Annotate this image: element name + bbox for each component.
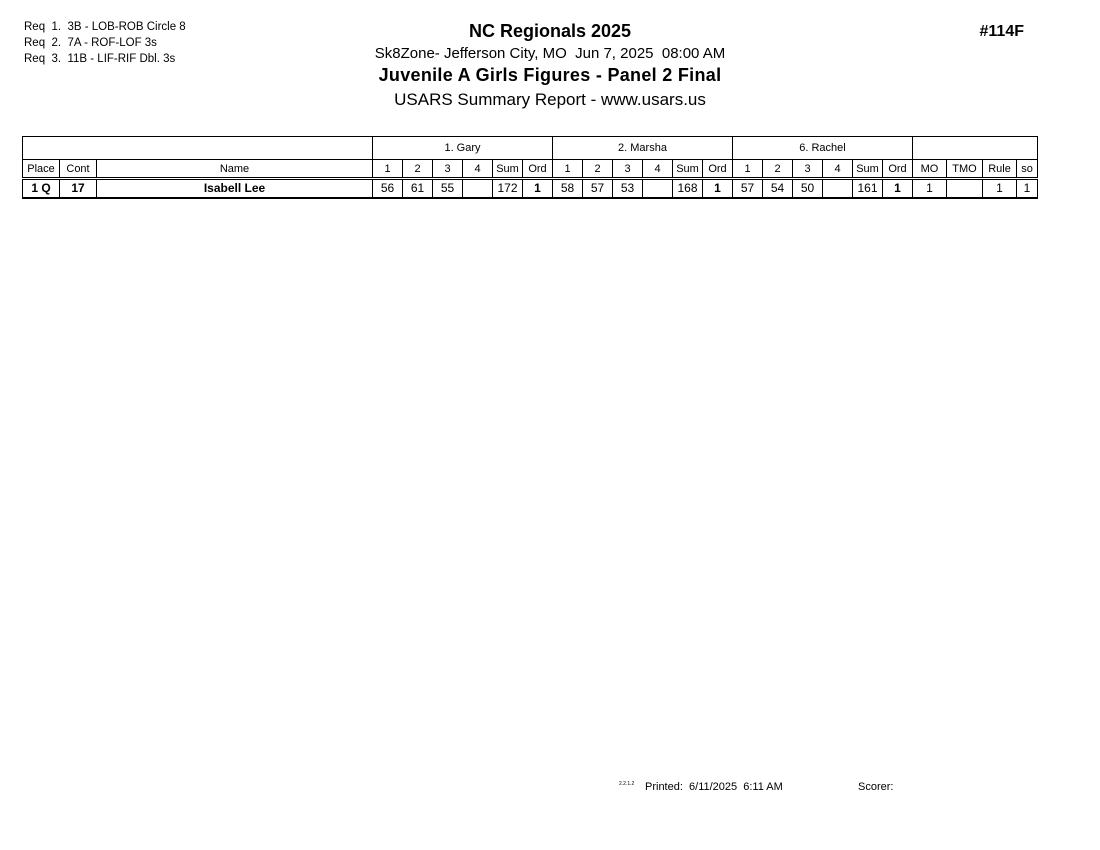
event-title: Juvenile A Girls Figures - Panel 2 Final [378, 65, 722, 85]
printed-timestamp: Printed: 6/11/2025 6:11 AM [645, 781, 783, 793]
judge-3-score-4 [823, 179, 853, 198]
results-table [22, 136, 1038, 199]
judge-1-col-3-header: 3 [433, 160, 463, 179]
judge-1-ord: 1 [523, 179, 553, 198]
judge-3-score-2: 54 [763, 179, 793, 198]
judge-1-ord-header: Ord [523, 160, 553, 179]
judge-2-sum: 168 [673, 179, 703, 198]
judge-3-col-1-header: 1 [733, 160, 763, 179]
report-subtitle: USARS Summary Report - www.usars.us [394, 90, 706, 109]
rule-cell: 1 [983, 179, 1017, 198]
judge-1-score-1: 56 [373, 179, 403, 198]
name-header: Name [97, 160, 373, 179]
mo-header: MO [913, 160, 947, 179]
scorer-label: Scorer: [858, 781, 894, 793]
event-name: NC Regionals 2025 [468, 21, 632, 41]
judge-1-score-4 [463, 179, 493, 198]
cont-header: Cont [60, 160, 97, 179]
judge-3-score-1: 57 [733, 179, 763, 198]
result-row [23, 179, 1038, 198]
judge-1-score-2: 61 [403, 179, 433, 198]
mo-cell: 1 [913, 179, 947, 198]
requirement-line-3: Req 3. 11B - LIF-RIF Dbl. 3s [24, 53, 176, 65]
place-cell: 1 Q [23, 179, 60, 198]
judge-name-row [23, 137, 1038, 160]
judge-2-col-4-header: 4 [643, 160, 673, 179]
judge-1-col-4-header: 4 [463, 160, 493, 179]
judge-2-name-box: 2. Marsha [553, 137, 733, 160]
judge-3-score-3: 50 [793, 179, 823, 198]
judge-2-score-1: 58 [553, 179, 583, 198]
judge-row-left-spacer [23, 137, 373, 160]
judge-3-ord-header: Ord [883, 160, 913, 179]
tmo-cell [947, 179, 983, 198]
judge-2-col-3-header: 3 [613, 160, 643, 179]
judge-row-right-spacer [913, 137, 1038, 160]
tmo-header: TMO [947, 160, 983, 179]
so-header: so [1017, 160, 1038, 179]
judge-2-score-3: 53 [613, 179, 643, 198]
judge-1-score-3: 55 [433, 179, 463, 198]
judge-2-col-1-header: 1 [553, 160, 583, 179]
judge-3-name-box: 6. Rachel [733, 137, 913, 160]
judge-3-sum: 161 [853, 179, 883, 198]
judge-1-sum-header: Sum [493, 160, 523, 179]
judge-2-score-4 [643, 179, 673, 198]
event-number: #114F [979, 23, 1024, 40]
judge-1-sum: 172 [493, 179, 523, 198]
judge-3-ord: 1 [883, 179, 913, 198]
column-header-row [23, 160, 1038, 179]
judge-3-col-3-header: 3 [793, 160, 823, 179]
judge-3-col-2-header: 2 [763, 160, 793, 179]
cont-cell: 17 [60, 179, 97, 198]
rule-header: Rule [983, 160, 1017, 179]
judge-1-col-2-header: 2 [403, 160, 433, 179]
report-header [0, 21, 1100, 110]
judge-2-sum-header: Sum [673, 160, 703, 179]
judge-2-col-2-header: 2 [583, 160, 613, 179]
venue-date-line: Sk8Zone- Jefferson City, MO Jun 7, 2025 08:00 AM [374, 45, 726, 62]
software-version: 2.2.1.2 [619, 781, 635, 787]
skater-name-cell: Isabell Lee [97, 179, 373, 198]
judge-3-col-4-header: 4 [823, 160, 853, 179]
place-header: Place [23, 160, 60, 179]
so-cell: 1 [1017, 179, 1038, 198]
requirement-line-2: Req 2. 7A - ROF-LOF 3s [24, 37, 157, 49]
judge-2-ord-header: Ord [703, 160, 733, 179]
judge-1-col-1-header: 1 [373, 160, 403, 179]
judge-1-name-box: 1. Gary [373, 137, 553, 160]
requirement-line-1: Req 1. 3B - LOB-ROB Circle 8 [24, 21, 186, 33]
judge-2-ord: 1 [703, 179, 733, 198]
judge-3-sum-header: Sum [853, 160, 883, 179]
judge-2-score-2: 57 [583, 179, 613, 198]
